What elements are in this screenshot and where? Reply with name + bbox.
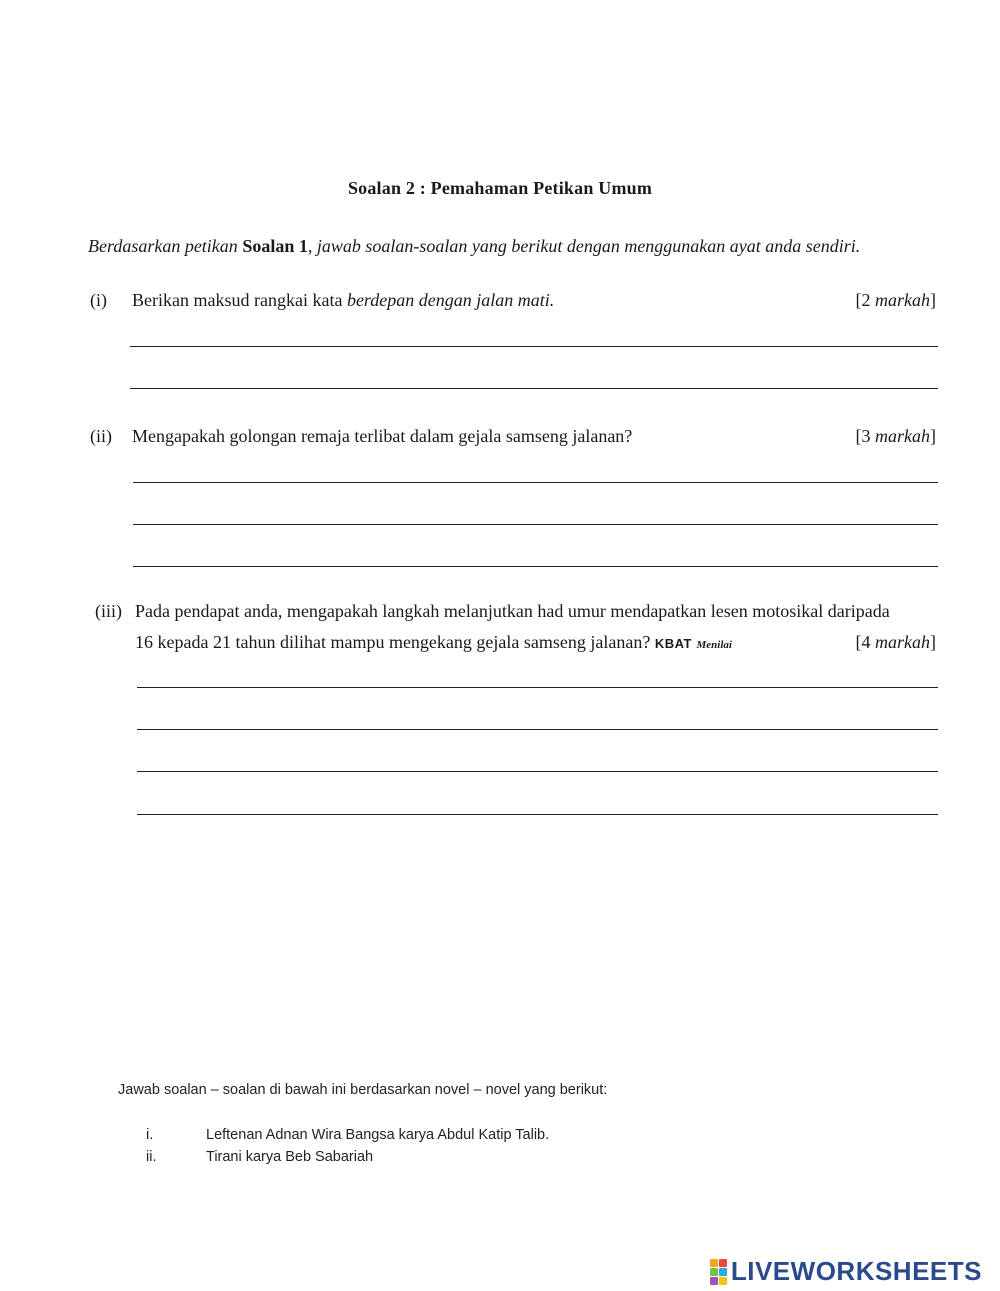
answer-line[interactable] [137, 814, 938, 815]
instruction-suffix: , jawab soalan-soalan yang berikut dengan menggunakan ayat anda sendiri. [307, 236, 861, 256]
question-3-continued [135, 632, 732, 653]
page-title: Soalan 2 : Pemahaman Petikan Umum [347, 178, 653, 198]
answer-line[interactable] [133, 482, 938, 483]
novel-intro: Jawab soalan – soalan di bawah ini berdasarkan novel – novel yang berikut: [118, 1082, 608, 1098]
answer-line[interactable] [133, 566, 938, 567]
instruction-bold: Soalan 1 [242, 236, 308, 256]
question-3-number: (iii) [95, 601, 122, 621]
liveworksheets-icon [710, 1259, 727, 1285]
list-item: i. Leftenan Adnan Wira Bangsa karya Abdul Katip Talib. [146, 1127, 550, 1143]
kbat-level: Menilai [696, 639, 732, 651]
question-1-text-italic: berdepan dengan jalan mati. [346, 290, 555, 310]
list-item: ii. Tirani karya Beb Sabariah [146, 1149, 374, 1165]
question-1 [90, 290, 554, 311]
question-3-line2: 16 kepada 21 tahun dilihat mampu mengekang gejala samseng jalanan? [135, 632, 651, 652]
question-3-line1: Pada pendapat anda, mengapakah langkah melanjutkan had umur mendapatkan lesen motosikal daripada [135, 601, 890, 621]
answer-line[interactable] [130, 388, 938, 389]
kbat-badge: KBAT [654, 636, 692, 651]
question-3 [95, 601, 890, 622]
liveworksheets-logo [710, 1256, 982, 1287]
instruction [88, 236, 968, 257]
answer-line[interactable] [133, 524, 938, 525]
question-2-marks: [3 markah] [855, 426, 936, 446]
question-2-number: (ii) [90, 426, 112, 446]
answer-line[interactable] [130, 346, 938, 347]
question-2-text: Mengapakah golongan remaja terlibat dalam gejala samseng jalanan? [132, 426, 633, 446]
answer-line[interactable] [137, 687, 938, 688]
question-1-marks: [2 markah] [855, 290, 936, 310]
answer-line[interactable] [137, 771, 938, 772]
question-1-text: Berikan maksud rangkai kata [132, 290, 347, 310]
question-3-marks: [4 markah] [855, 632, 936, 652]
answer-line[interactable] [137, 729, 938, 730]
brand-name: LIVEWORKSHEETS [730, 1256, 982, 1286]
instruction-prefix: Berdasarkan petikan [88, 236, 243, 256]
question-2 [90, 426, 632, 447]
question-1-number: (i) [90, 290, 107, 310]
